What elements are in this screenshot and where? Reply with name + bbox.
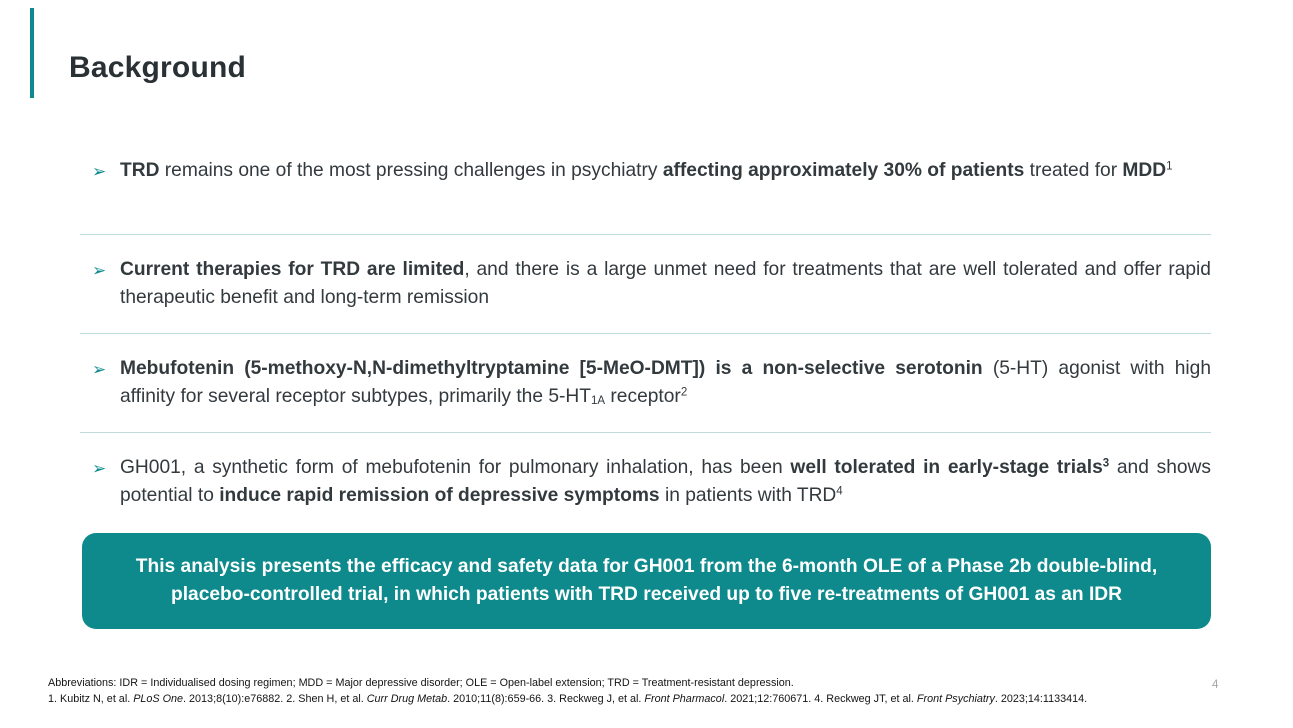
- bullet-text: Mebufotenin (5-methoxy-N,N-dimethyltryptamine [5-MeO-DMT]) is a non-selective serotonin (5-HT) agonist with high affinity for several receptor subtypes, primarily the $5-HT_{1A}$ receptor$^2$: [120, 358, 1211, 408]
- divider: [80, 333, 1211, 334]
- arrow-bullet-icon: ➢: [92, 261, 107, 280]
- bullet-text: GH001, a synthetic form of mebufotenin for pulmonary inhalation, has been well tolerated in early-stage trials$^3$ and shows potential to induce rapid remission of depressive symptoms in patients with TRD$^4$: [120, 457, 1211, 506]
- divider: [80, 234, 1211, 235]
- bullet-item: [80, 256, 1211, 312]
- bullet-item: [80, 157, 1211, 213]
- bullet-text: TRD remains one of the most pressing challenges in psychiatry affecting approximately 30% of patients treated for MDD$^1$: [120, 160, 1173, 181]
- bullet-item: [80, 355, 1211, 411]
- arrow-bullet-icon: ➢: [92, 459, 107, 478]
- bullet-text: Current therapies for TRD are limited, and there is a large unmet need for treatments that are well tolerated and offer rapid therapeutic benefit and long-term remission: [120, 259, 1211, 308]
- bullet-item: [80, 454, 1211, 510]
- callout-box: [82, 533, 1211, 629]
- divider: [80, 432, 1211, 433]
- references-text: 1. Kubitz N, et al. PLoS One. 2013;8(10):e76882. 2. Shen H, et al. Curr Drug Metab. 2010;11(8):659-66. 3. Reckweg J, et al. Front Pharmacol. 2021;12:760671. 4. Reckweg JT, et al. Front Psychiatry. 2023;14:1133414.: [48, 692, 1088, 705]
- footer: [48, 676, 1208, 707]
- abbreviations-text: Abbreviations: IDR = Individualised dosing regimen; MDD = Major depressive disorder; OLE = Open-label extension; TRD = Treatment-resistant depression.: [48, 677, 794, 689]
- accent-bar: [30, 8, 34, 98]
- arrow-bullet-icon: ➢: [92, 162, 107, 181]
- page-number: 4: [1212, 679, 1219, 691]
- arrow-bullet-icon: ➢: [92, 360, 107, 379]
- page-title: Background: [69, 51, 247, 84]
- bullet-list: [80, 157, 1211, 510]
- callout-text: This analysis presents the efficacy and safety data for GH001 from the 6-month OLE of a Phase 2b double-blind, placebo-controlled trial, in which patients with TRD received up to five re-treatments of GH001 as an IDR: [135, 556, 1158, 605]
